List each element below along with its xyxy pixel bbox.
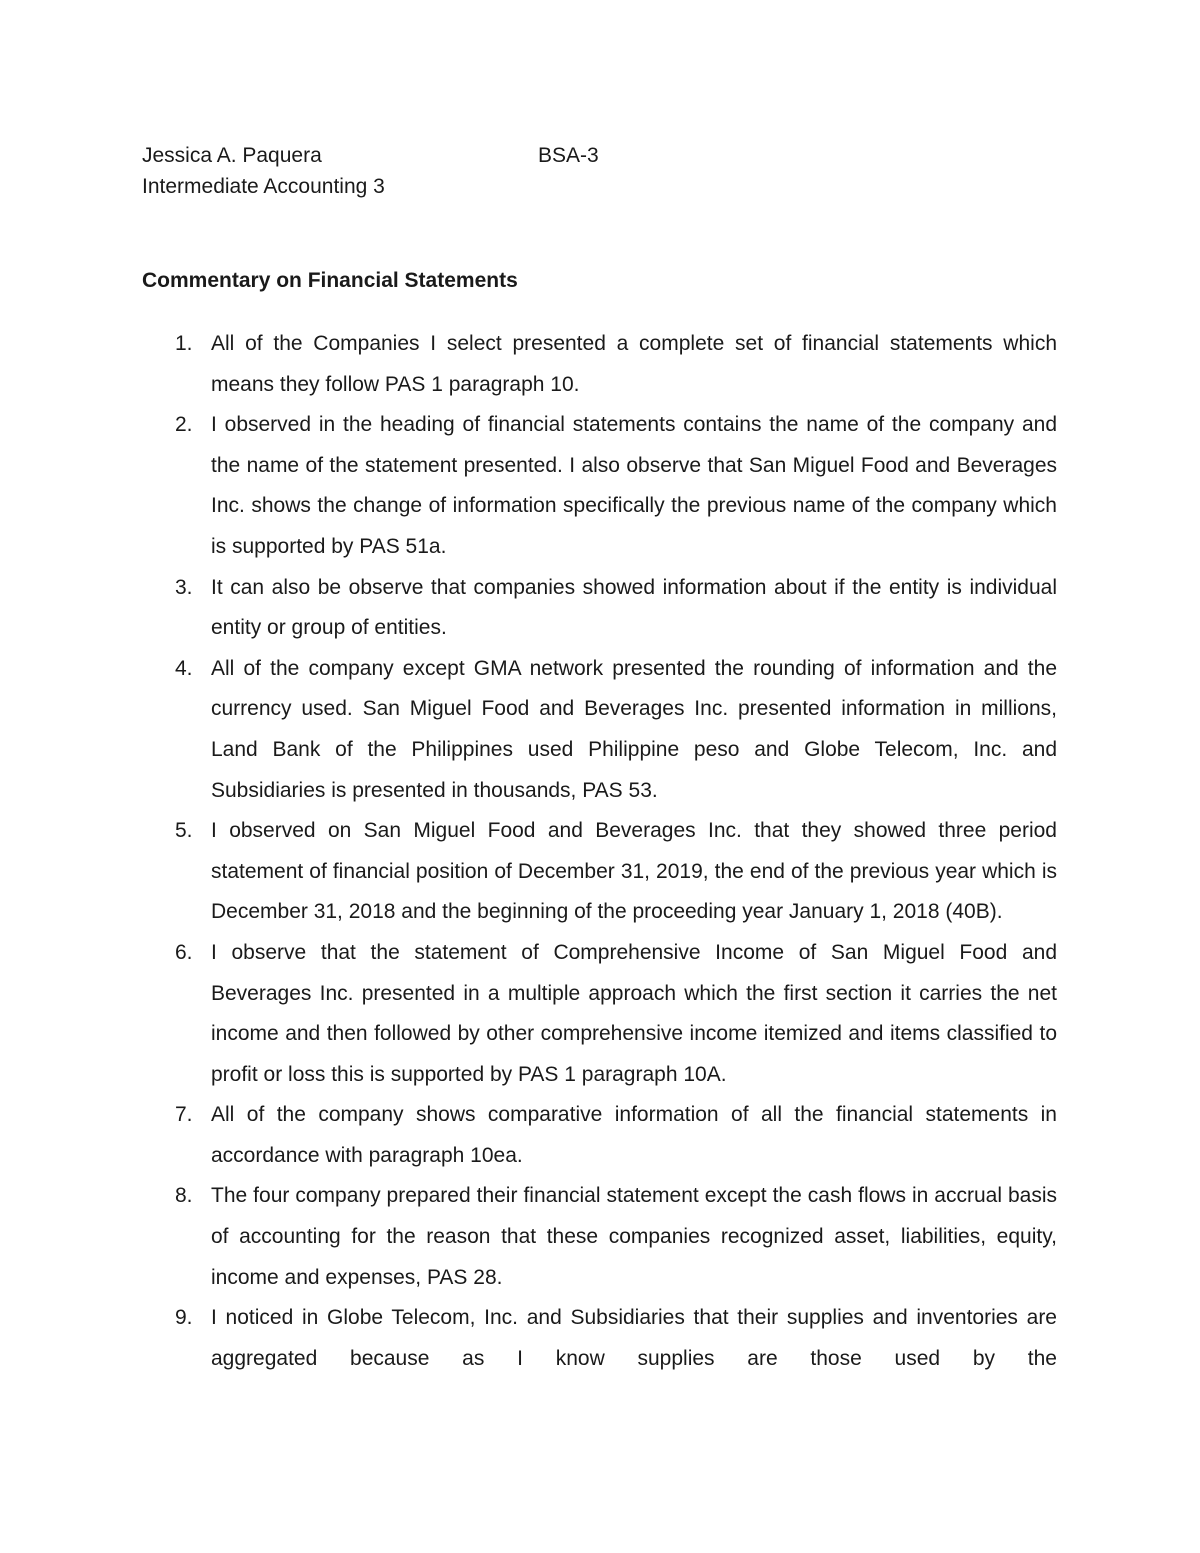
observation-number: 5. xyxy=(175,819,193,843)
student-name: Jessica A. Paquera xyxy=(142,144,322,167)
observation-number: 9. xyxy=(175,1306,193,1330)
observation-item-3 xyxy=(142,568,1057,649)
observation-text: The four company prepared their financial statement except the cash flows in accrual basis of accounting for the reason that these companies recognized asset, liabilities, equity, income and expenses, PAS 28. xyxy=(211,1184,1057,1289)
observation-text: All of the company shows comparative information of all the financial statements in accordance with paragraph 10ea. xyxy=(211,1103,1057,1167)
observation-number: 1. xyxy=(175,332,193,355)
observation-text: I observed in the heading of financial statements contains the name of the company and the name of the statement presented. I also observe that San Miguel Food and Beverages Inc. shows the change of information specifically the previous name of the company which is supported by PAS 51a. xyxy=(211,413,1057,558)
class-code: BSA-3 xyxy=(538,144,599,167)
observation-number: 7. xyxy=(175,1103,193,1127)
observation-text: All of the Companies I select presented a complete set of financial statements which means they follow PAS 1 paragraph 10. xyxy=(211,332,1057,396)
document-title: Commentary on Financial Statements xyxy=(142,269,518,292)
observation-item-9 xyxy=(142,1298,1057,1379)
observation-item-7 xyxy=(142,1095,1057,1176)
observation-number: 6. xyxy=(175,940,193,964)
observation-item-4 xyxy=(142,649,1057,811)
observation-item-8 xyxy=(142,1176,1057,1298)
course-name: Intermediate Accounting 3 xyxy=(142,175,385,198)
observation-item-5 xyxy=(142,811,1057,933)
observations-list xyxy=(142,324,1057,1379)
observation-number: 3. xyxy=(175,575,193,599)
observation-text: I observe that the statement of Comprehensive Income of San Miguel Food and Beverages Inc. presented in a multiple approach which the first section it carries the net income and then followed by other comprehensive income itemized and items classified to profit or loss this is supported by PAS 1 paragraph 10A. xyxy=(211,940,1057,1086)
observation-number: 4. xyxy=(175,656,193,680)
observation-text: I observed on San Miguel Food and Beverages Inc. that they showed three period statement of financial position of December 31, 2019, the end of the previous year which is December 31, 2018 and the beginning of the proceeding year January 1, 2018 (40B). xyxy=(211,819,1057,924)
observation-text: It can also be observe that companies showed information about if the entity is individual entity or group of entities. xyxy=(211,575,1057,640)
observation-number: 8. xyxy=(175,1184,193,1208)
observation-item-1 xyxy=(142,324,1057,405)
observation-item-2 xyxy=(142,405,1057,567)
observation-text: All of the company except GMA network presented the rounding of information and the currency used. San Miguel Food and Beverages Inc. presented information in millions, Land Bank of the Philippines used Philippine peso and Globe Telecom, Inc. and Subsidiaries is presented in thousands, PAS 53. xyxy=(211,656,1057,802)
observation-number: 2. xyxy=(175,413,193,437)
observation-item-6 xyxy=(142,933,1057,1095)
observation-text: I noticed in Globe Telecom, Inc. and Subsidiaries that their supplies and inventories are aggregated because as I know supplies are those used by the xyxy=(211,1306,1057,1370)
